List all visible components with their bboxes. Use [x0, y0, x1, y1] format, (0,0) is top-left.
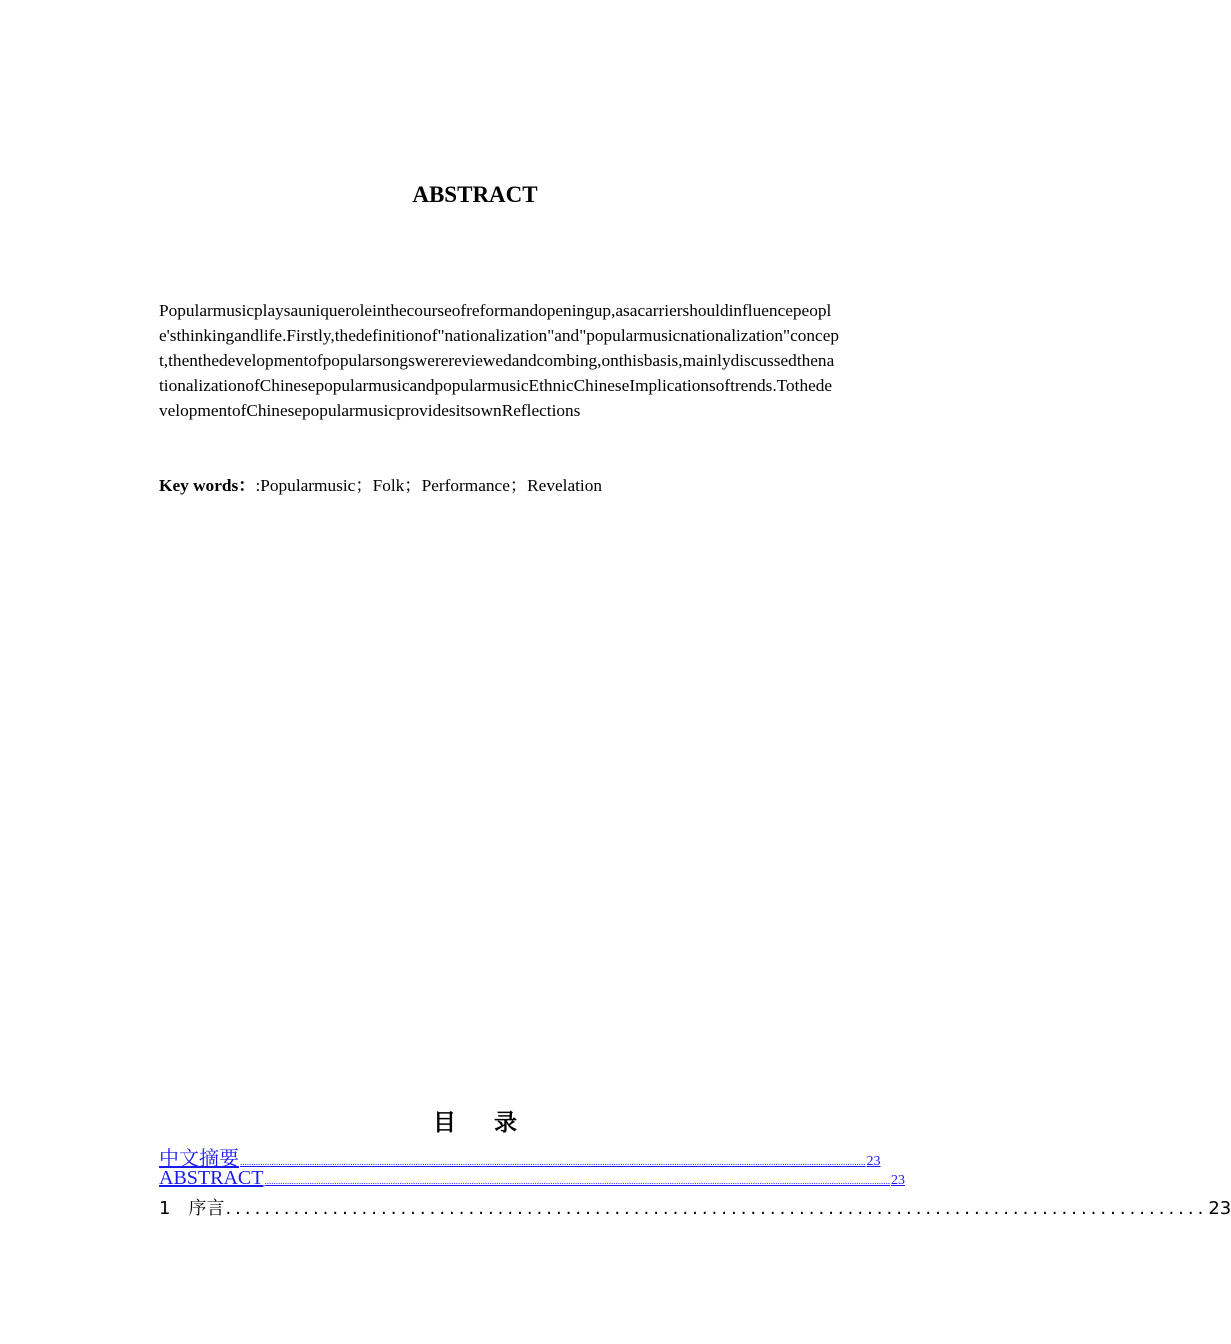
toc-entry-abstract[interactable]	[159, 1167, 905, 1190]
toc-entry-preface[interactable]	[159, 1194, 1231, 1220]
toc-entry-label[interactable]: 中文摘要	[159, 1148, 239, 1170]
keywords-label: Key words：	[159, 476, 256, 495]
toc-title: 目录	[433, 1110, 555, 1136]
abstract-title: ABSTRACT	[412, 182, 538, 207]
toc-leader-dots: ......................................................................................................................................................................................................................................................................................	[240, 1157, 866, 1167]
toc-entry-page[interactable]: 23	[866, 1154, 881, 1169]
toc-entry-number: 1	[159, 1198, 171, 1219]
keywords-line	[159, 473, 602, 498]
toc-leader-dots: ......................................................................................................................................................................................................................................................................................	[264, 1176, 890, 1186]
keywords-text: :Popularmusic；Folk；Performance；Revelation	[255, 476, 603, 495]
abstract-body: Popularmusicplaysauniqueroleinthecourseofreformandopeningup,asacarriershouldinfluencepeople'sthinkingandlife.Firstly,thedefinitionof"nationalization"and"popularmusicnationalization"concept,thenthedevelopmentofpopularsongswerereviewedandcombing,onthisbasis,mainlydiscussedthenationalizationofChinesepopularmusicandpopularmusicEthnicChineseImplicationsoftrends.TothedevelopmentofChinesepopularmusicprovidesitsownReflections	[159, 301, 840, 420]
toc-entry-page[interactable]: 23	[1208, 1198, 1231, 1219]
toc-entry-page[interactable]: 23	[890, 1173, 905, 1188]
toc-entry-label[interactable]: ABSTRACT	[159, 1167, 264, 1189]
toc-entry-label[interactable]: 序言	[188, 1198, 225, 1219]
toc-leader-dots: .....................................................................................................	[225, 1198, 1208, 1219]
